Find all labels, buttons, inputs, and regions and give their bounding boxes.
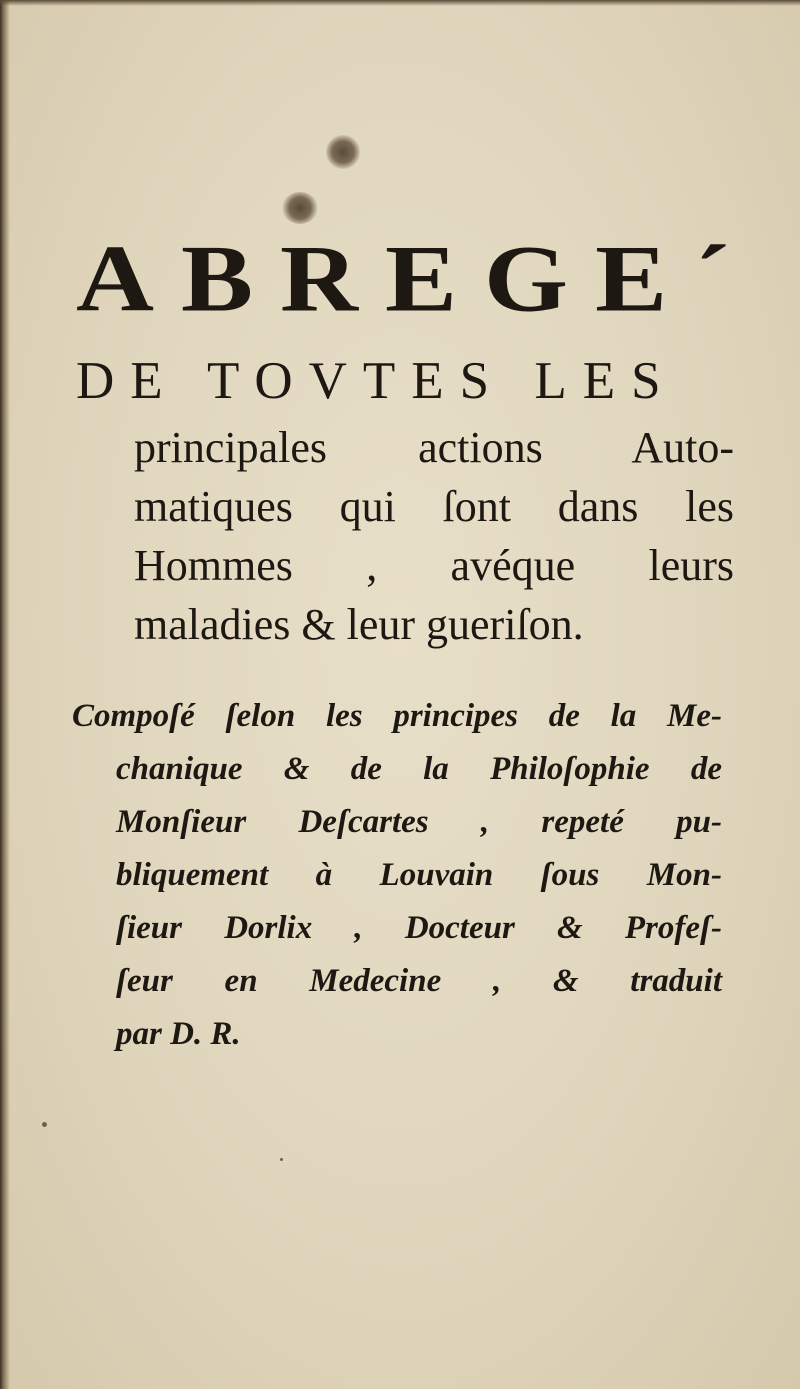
imprint-line: par D. R.	[116, 1016, 241, 1052]
paper-speck	[280, 1158, 283, 1161]
foxing-spot	[282, 192, 318, 224]
imprint-line: Monſieur Deſcartes , repeté pu-	[116, 804, 722, 840]
title-line: Hommes , avéque leurs	[134, 541, 734, 590]
imprint-line: ſieur Dorlix , Docteur & Profeſ-	[116, 910, 722, 946]
imprint-line: chanique & de la Philoſophie de	[116, 751, 722, 787]
title-line: maladies & leur gueriſon.	[134, 600, 584, 649]
imprint-line: ſeur en Medecine , & traduit	[116, 963, 722, 999]
title-line: principales actions Auto-	[134, 423, 734, 472]
imprint-line: Compoſé ſelon les principes de la Me-	[72, 698, 722, 734]
paper-speck	[42, 1122, 47, 1127]
title-body	[134, 418, 734, 654]
title-line: matiques qui ſont dans les	[134, 482, 734, 531]
page-top-edge	[0, 0, 800, 6]
imprint-line: bliquement à Louvain ſous Mon-	[116, 857, 722, 893]
title-main: ABREGE´	[76, 226, 758, 332]
page-binding-edge	[0, 0, 10, 1389]
foxing-spot	[326, 135, 360, 169]
title-subtitle: DE TOVTES LES	[76, 352, 677, 410]
imprint-text	[72, 690, 722, 1061]
